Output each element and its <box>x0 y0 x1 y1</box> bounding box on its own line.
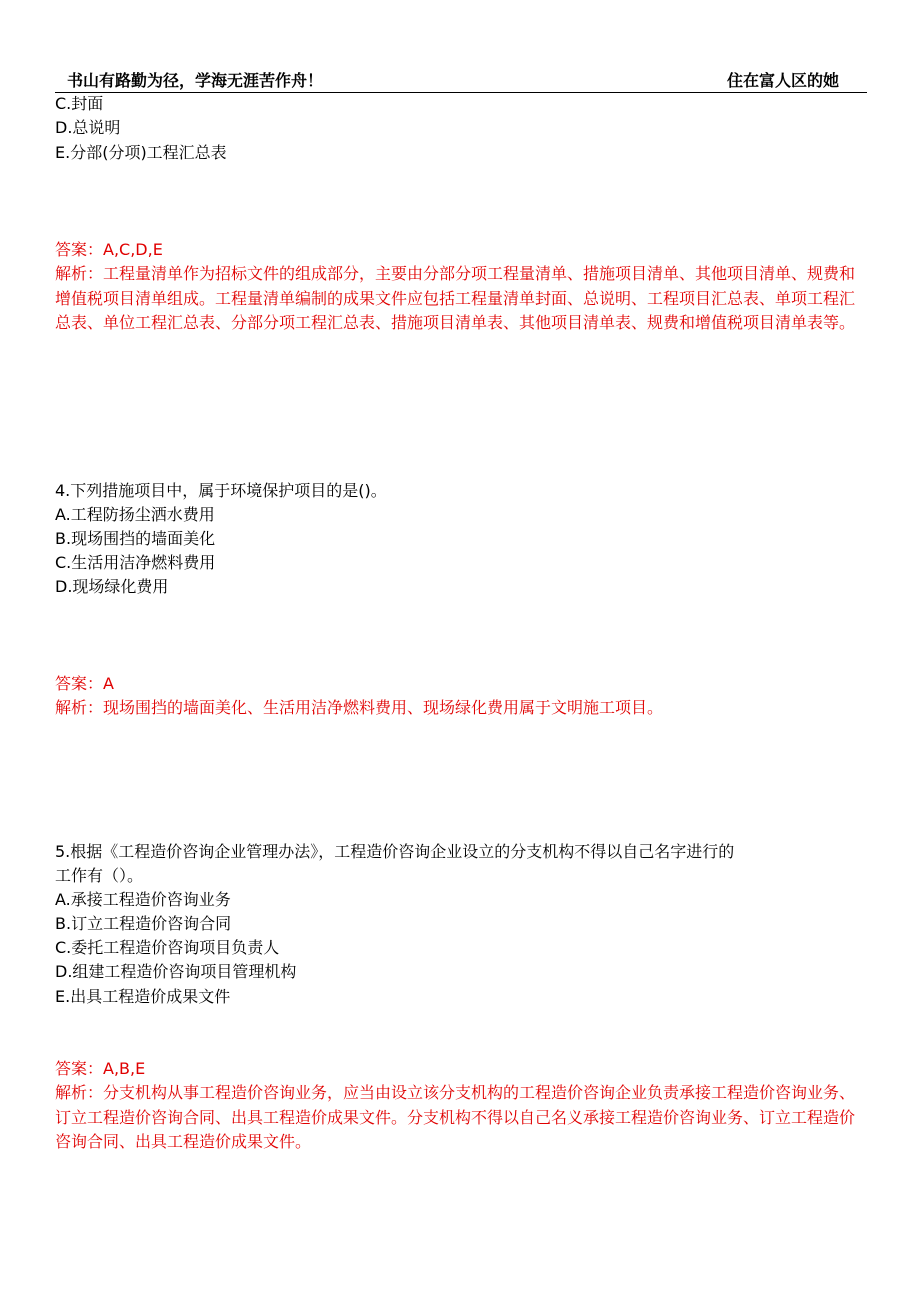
page-header <box>55 66 867 93</box>
q4-option-a: A.工程防扬尘洒水费用 <box>55 505 215 524</box>
q3-option-d: D.总说明 <box>55 118 121 137</box>
q5-option-d: D.组建工程造价咨询项目管理机构 <box>55 962 297 981</box>
q3-analysis: 解析：工程量清单作为招标文件的组成部分，主要由分部分项工程量清单、措施项目清单、其他项目清单、规费和增值税项目清单组成。工程量清单编制的成果文件应包括工程量清单封面、总说明、工程项目汇总表、单项工程汇总表、单位工程汇总表、分部分项工程汇总表、措施项目清单表、其他项目清单表、规费和增值税项目清单表等。 <box>55 264 856 332</box>
q5-question-line1: 5.根据《工程造价咨询企业管理办法》，工程造价咨询企业设立的分支机构不得以自己名字进行的 <box>55 842 735 861</box>
q4-option-c: C.生活用洁净燃料费用 <box>55 553 216 572</box>
q5-option-c: C.委托工程造价咨询项目负责人 <box>55 938 280 957</box>
q4-option-b: B.现场围挡的墙面美化 <box>55 529 216 548</box>
q5-option-a: A.承接工程造价咨询业务 <box>55 890 231 909</box>
q4-answer: 答案：A <box>55 674 114 693</box>
q3-answer: 答案：A,C,D,E <box>55 240 163 259</box>
q4-analysis: 解析：现场围挡的墙面美化、生活用洁净燃料费用、现场绿化费用属于文明施工项目。 <box>55 698 664 717</box>
q3-option-c: C.封面 <box>55 94 104 113</box>
header-motto: 书山有路勤为径，学海无涯苦作舟！ <box>67 71 324 90</box>
q5-answer: 答案：A,B,E <box>55 1059 146 1078</box>
q5-question-line2: 工作有（）。 <box>55 866 144 885</box>
q4-option-d: D.现场绿化费用 <box>55 577 169 596</box>
q5-analysis: 解析：分支机构从事工程造价咨询业务，应当由设立该分支机构的工程造价咨询企业负责承接工程造价咨询业务、订立工程造价咨询合同、出具工程造价成果文件。分支机构不得以自己名义承接工程造价咨询业务、订立工程造价咨询合同、出具工程造价成果文件。 <box>55 1083 856 1151</box>
q4-question: 4.下列措施项目中，属于环境保护项目的是()。 <box>55 481 387 500</box>
q5-option-e: E.出具工程造价成果文件 <box>55 987 231 1006</box>
header-author: 住在富人区的她 <box>726 71 839 90</box>
q5-option-b: B.订立工程造价咨询合同 <box>55 914 232 933</box>
q3-option-e: E.分部(分项)工程汇总表 <box>55 143 227 162</box>
